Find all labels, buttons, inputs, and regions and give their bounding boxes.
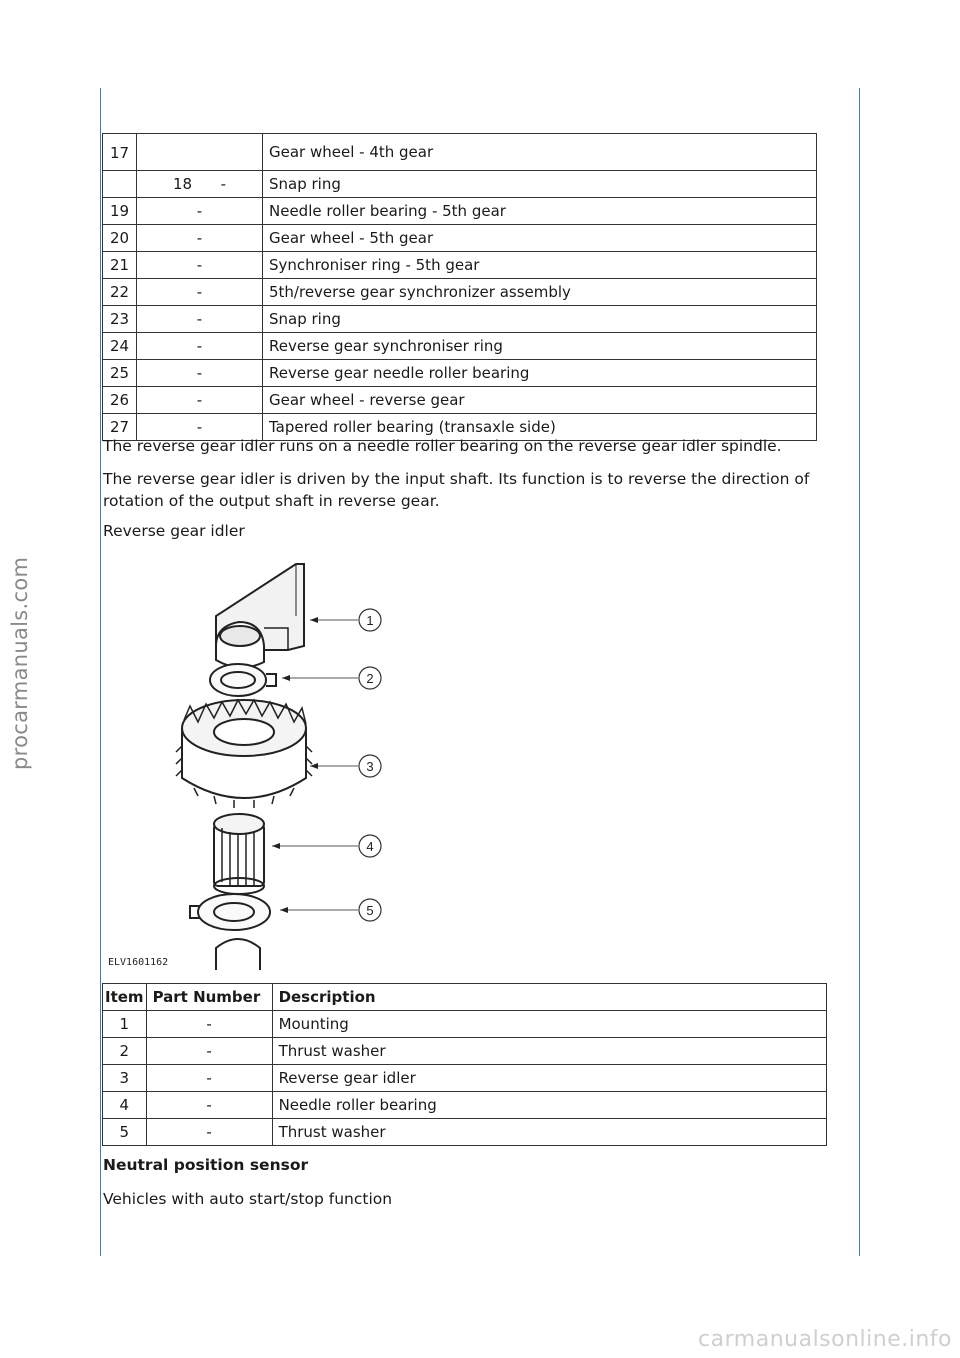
table-row (103, 1119, 827, 1146)
table-row (103, 134, 817, 171)
item-cell: 19 (103, 198, 137, 225)
description-header: Description (272, 984, 826, 1011)
table-row (103, 1065, 827, 1092)
table-row (103, 1092, 827, 1119)
description-cell: Thrust washer (272, 1038, 826, 1065)
description-cell: Reverse gear needle roller bearing (263, 360, 817, 387)
item-cell: 25 (103, 360, 137, 387)
table-row (103, 198, 817, 225)
description-cell: Thrust washer (272, 1119, 826, 1146)
part-number-cell: - (137, 225, 263, 252)
description-cell: Needle roller bearing (272, 1092, 826, 1119)
table-row (103, 387, 817, 414)
description-cell: Synchroniser ring - 5th gear (263, 252, 817, 279)
table-row (103, 279, 817, 306)
table-row (103, 171, 817, 198)
item-cell: 3 (103, 1065, 147, 1092)
figure-code: ELV1601162 (108, 957, 169, 968)
item-cell: 27 (103, 414, 137, 441)
part-number-cell: - (137, 333, 263, 360)
mounting-part (216, 564, 304, 668)
part-number-cell: - (146, 1119, 272, 1146)
item-cell: 22 (103, 279, 137, 306)
section-text: Vehicles with auto start/stop function (103, 1190, 393, 1208)
item-header: Item (103, 984, 147, 1011)
part-number-cell: - (137, 198, 263, 225)
description-cell: Gear wheel - 4th gear (263, 134, 817, 171)
callout-4-label: 4 (366, 839, 374, 854)
item-cell: 24 (103, 333, 137, 360)
description-cell: Reverse gear idler (272, 1065, 826, 1092)
callout-5-label: 5 (366, 903, 374, 918)
bottom-watermark: carmanualsonline.info (698, 1327, 952, 1352)
callout-3-label: 3 (366, 759, 374, 774)
item-cell: 5 (103, 1119, 147, 1146)
description-cell: Reverse gear synchroniser ring (263, 333, 817, 360)
description-cell: Gear wheel - reverse gear (263, 387, 817, 414)
table-row (103, 1038, 827, 1065)
callout-2-label: 2 (366, 671, 374, 686)
part-number-cell (137, 134, 263, 171)
item-cell: 4 (103, 1092, 147, 1119)
description-cell: 5th/reverse gear synchronizer assembly (263, 279, 817, 306)
table-row (103, 225, 817, 252)
callout-1-label: 1 (366, 613, 374, 628)
figure-caption: Reverse gear idler (103, 522, 245, 540)
idler-function-paragraph: The reverse gear idler is driven by the input shaft. Its function is to reverse the direction of rotation of the output shaft in reverse gear. (103, 470, 810, 510)
needle-bearing-part (214, 814, 264, 894)
description-cell: Gear wheel - 5th gear (263, 225, 817, 252)
item-cell: 20 (103, 225, 137, 252)
description-cell: Tapered roller bearing (transaxle side) (263, 414, 817, 441)
item-cell: 21 (103, 252, 137, 279)
table-row (103, 306, 817, 333)
part-number-cell: - (146, 1065, 272, 1092)
part-number-cell: - (137, 360, 263, 387)
part-number-cell: - (137, 279, 263, 306)
left-margin-rule (100, 88, 101, 1256)
item-cell: 2 (103, 1038, 147, 1065)
description-cell: Needle roller bearing - 5th gear (263, 198, 817, 225)
part-number-cell: - (146, 1038, 272, 1065)
description-cell: Mounting (272, 1011, 826, 1038)
idler-spindle-part (216, 939, 260, 970)
part-number-cell: - (137, 252, 263, 279)
parts-table-continued (102, 133, 817, 441)
reverse-gear-part (176, 700, 312, 808)
description-cell: Snap ring (263, 306, 817, 333)
side-watermark: procarmanuals.com (8, 556, 32, 770)
thrust-washer-bottom (190, 894, 270, 930)
part-number-cell: - (146, 1011, 272, 1038)
table-row (103, 1011, 827, 1038)
item-cell: 26 (103, 387, 137, 414)
section-heading: Neutral position sensor (103, 1156, 309, 1174)
description-cell: Snap ring (263, 171, 817, 198)
right-margin-rule (859, 88, 860, 1256)
item-cell: 1 (103, 1011, 147, 1038)
part-number-cell: 18 - (137, 171, 263, 198)
part-number-header: Part Number (146, 984, 272, 1011)
table-row (103, 252, 817, 279)
item-cell: 17 (103, 134, 137, 171)
item-cell (103, 171, 137, 198)
part-number-cell: - (137, 306, 263, 333)
part-number-cell: - (146, 1092, 272, 1119)
part-number-cell: - (137, 414, 263, 441)
table-row (103, 360, 817, 387)
idler-spindle-paragraph: The reverse gear idler runs on a needle roller bearing on the reverse gear idler spindle. (103, 437, 782, 455)
thrust-washer-top (210, 664, 276, 696)
reverse-gear-idler-parts-table (102, 983, 827, 1146)
table-header-row (103, 984, 827, 1011)
table-row (103, 333, 817, 360)
part-number-cell: - (137, 387, 263, 414)
item-cell: 23 (103, 306, 137, 333)
reverse-gear-idler-diagram (104, 556, 404, 970)
